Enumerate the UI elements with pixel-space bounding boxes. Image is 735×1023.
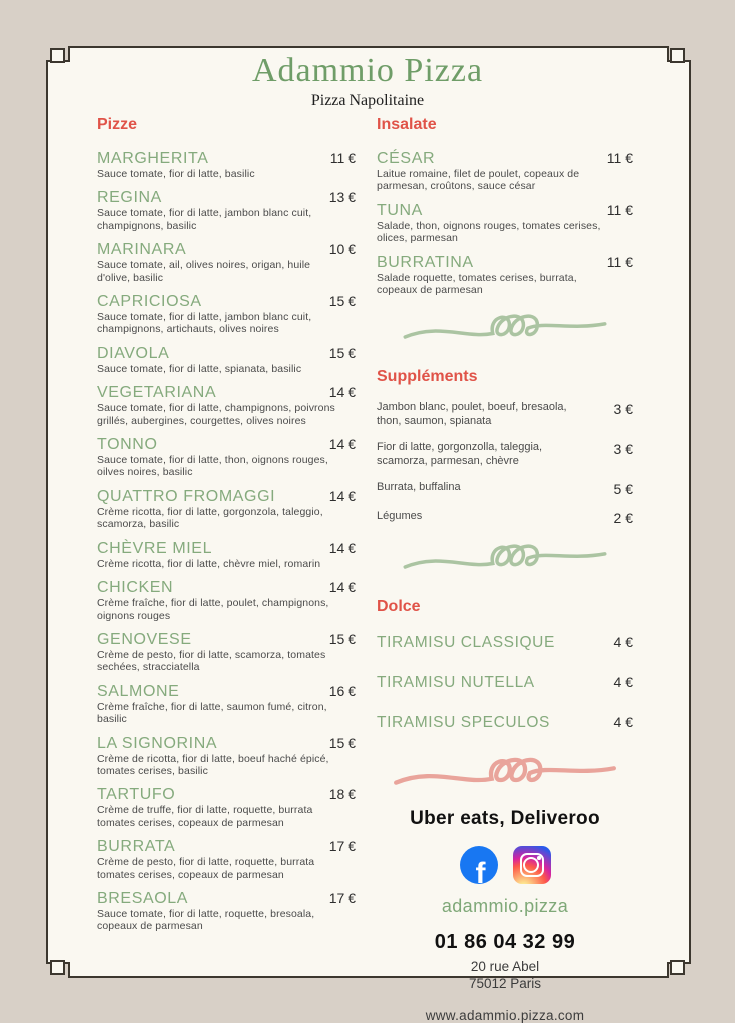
column-pizze [97,116,356,941]
menu-item-vegetariana [97,383,356,427]
item-description: Crème de pesto, fior di latte, roquette, burrata tomates cerises, copeaux de parmesan [97,856,315,881]
supplement-description: Fior di latte, gorgonzolla, taleggia, scamorza, parmesan, chèvre [377,441,543,467]
item-price: 15 € [328,630,356,647]
facebook-f-glyph: f [475,857,486,885]
item-price: 13 € [328,189,356,206]
item-price: 15 € [328,293,356,310]
item-price: 4 € [613,674,633,691]
menu-item-margherita [97,149,356,180]
item-price: 11 € [329,150,356,166]
item-description: Sauce tomate, fior di latte, jambon blanc cuit, champignons, basilic [97,207,312,232]
supplement-row [377,481,633,497]
dolce-item [377,634,633,652]
item-description: Crème fraîche, fior di latte, poulet, champignons, oignons rouges [97,597,329,622]
column-right [377,116,633,1023]
corner-square-bottom-left [51,961,64,974]
item-price: 4 € [613,714,633,731]
item-description: Salade roquette, tomates cerises, burrata, copeaux de parmesan [377,271,577,297]
menu-item-capriciosa [97,292,356,336]
item-description: Sauce tomate, fior di latte, basilic [97,168,255,180]
address-line-1: 20 rue Abel [470,959,540,975]
item-price: 15 € [328,734,356,751]
item-description: Sauce tomate, fior di latte, champignons, poivrons grillés, aubergines, courgettes, olives noires [97,402,335,427]
item-name: MARGHERITA [97,150,209,167]
supplement-price: 3 € [613,401,633,418]
item-description: Sauce tomate, fior di latte, roquette, bresoala, copeaux de parmesan [97,907,315,933]
item-description: Crème fraîche, fior di latte, saumon fumé, citron, basilic [97,700,327,726]
supplement-price: 2 € [613,510,633,527]
menu-item-cesar [377,149,633,193]
item-description: Salade, thon, oignons rouges, tomates cerises, olices, parmesan [377,219,601,245]
item-price: 17 € [328,889,356,906]
item-price: 11 € [606,150,633,166]
supplement-description: Jambon blanc, poulet, boeuf, bresaola, thon, saumon, spianata [377,401,567,427]
item-name: TONNO [97,436,158,454]
item-price: 14 € [328,384,356,401]
page-title: Adammio Pizza [251,52,484,89]
item-description: Sauce tomate, fior di latte, thon, oignons rouges, oilves noires, basilic [97,454,328,479]
item-name: LA SIGNORINA [97,734,218,752]
menu-item-burrata [97,837,356,881]
item-price: 11 € [606,253,633,270]
item-name: CHÈVRE MIEL [97,539,213,557]
section-header-dolce: Dolce [377,598,421,616]
item-price: 14 € [328,539,356,556]
item-name: REGINA [97,189,162,207]
item-name: BURRATA [97,838,176,856]
item-description: Crème de pesto, fior di latte, scamorza, tomates sechées, stracciatella [97,648,326,674]
supplement-row [377,401,633,428]
dolce-item [377,674,633,692]
menu-item-tonno [97,435,356,479]
supplement-row [377,510,633,526]
item-name: TUNA [377,201,423,219]
footer [377,808,633,1023]
item-description: Laitue romaine, filet de poulet, copeaux de parmesan, croûtons, sauce césar [377,168,580,193]
facebook-icon[interactable] [460,846,498,884]
item-name: CÉSAR [377,150,436,167]
social-icons-row [377,846,633,884]
flourish-divider-green-icon [377,540,633,580]
website-link[interactable]: www.adammio.pizza.com [425,1008,585,1023]
page-subtitle: Pizza Napolitaine [310,92,425,109]
item-name: BURRATINA [377,253,474,271]
item-price: 18 € [328,786,356,803]
item-description: Sauce tomate, ail, olives noires, origan, huile d'olive, basilic [97,259,311,284]
item-name: TARTUFO [97,786,176,804]
menu-item-chicken [97,578,356,622]
phone-number: 01 86 04 32 99 [434,931,576,954]
menu-item-bresaola [97,889,356,933]
menu-item-tuna [377,201,633,245]
item-price: 15 € [328,344,356,361]
item-price: 17 € [328,838,356,855]
item-name: TIRAMISU CLASSIQUE [377,634,555,652]
supplement-price: 3 € [613,441,633,458]
supplement-price: 5 € [613,481,633,498]
item-price: 14 € [328,436,356,453]
menu-item-chevre-miel [97,539,356,570]
item-description: Sauce tomate, fior di latte, jambon blanc cuit, champignons, artichauts, olives noires [97,311,312,336]
menu-item-la-signorina [97,734,356,778]
menu-item-tartufo [97,785,356,829]
delivery-platforms-label: Uber eats, Deliveroo [410,808,600,830]
item-price: 11 € [606,201,633,218]
item-price: 4 € [613,634,633,651]
item-name: BRESAOLA [97,889,189,907]
item-name: TIRAMISU SPECULOS [377,714,550,732]
section-header-insalate: Insalate [377,116,437,133]
flourish-divider-pink-icon [377,754,633,796]
instagram-icon[interactable] [513,846,551,884]
address-line-2: 75012 Paris [468,976,542,992]
item-description: Crème de ricotta, fior di latte, boeuf haché épicé, tomates cerises, basilic [97,752,329,777]
section-header-pizze: Pizze [97,116,138,133]
item-name: CHICKEN [97,579,174,597]
menu-header [0,52,735,110]
item-name: SALMONE [97,682,180,700]
menu-item-marinara [97,240,356,284]
item-name: DIAVOLA [97,344,170,362]
flourish-divider-green-icon [377,310,633,350]
menu-item-regina [97,188,356,232]
supplement-row [377,441,633,468]
item-description: Crème ricotta, fior di latte, gorgonzola, taleggio, scamorza, basilic [97,505,323,531]
menu-item-genovese [97,630,356,674]
item-name: GENOVESE [97,630,192,648]
item-description: Crème ricotta, fior di latte, chèvre miel, romarin [97,557,321,570]
corner-square-bottom-right [671,961,684,974]
item-price: 14 € [328,579,356,596]
menu-item-quattro-fromaggi [97,487,356,531]
item-name: VEGETARIANA [97,384,217,402]
item-description: Crème de truffe, fior di latte, roquette, burrata tomates cerises, copeaux de parmesan [97,804,313,829]
item-name: CAPRICIOSA [97,293,202,311]
menu-item-burratina [377,253,633,297]
item-price: 14 € [328,487,356,504]
item-name: QUATTRO FROMAGGI [97,487,276,505]
item-description: Sauce tomate, fior di latte, spianata, basilic [97,362,302,375]
address [377,958,633,992]
instagram-camera-flash-dot [537,856,541,860]
item-name: MARINARA [97,241,187,259]
item-name: TIRAMISU NUTELLA [377,674,535,692]
item-price: 10 € [328,241,356,258]
supplement-description: Légumes [377,510,423,523]
supplement-description: Burrata, buffalina [377,481,461,494]
menu-item-salmone [97,682,356,726]
menu-item-diavola [97,344,356,375]
item-price: 16 € [328,682,356,699]
section-header-supplements: Suppléments [377,368,478,386]
dolce-item [377,714,633,732]
social-handle: adammio.pizza [441,896,569,917]
